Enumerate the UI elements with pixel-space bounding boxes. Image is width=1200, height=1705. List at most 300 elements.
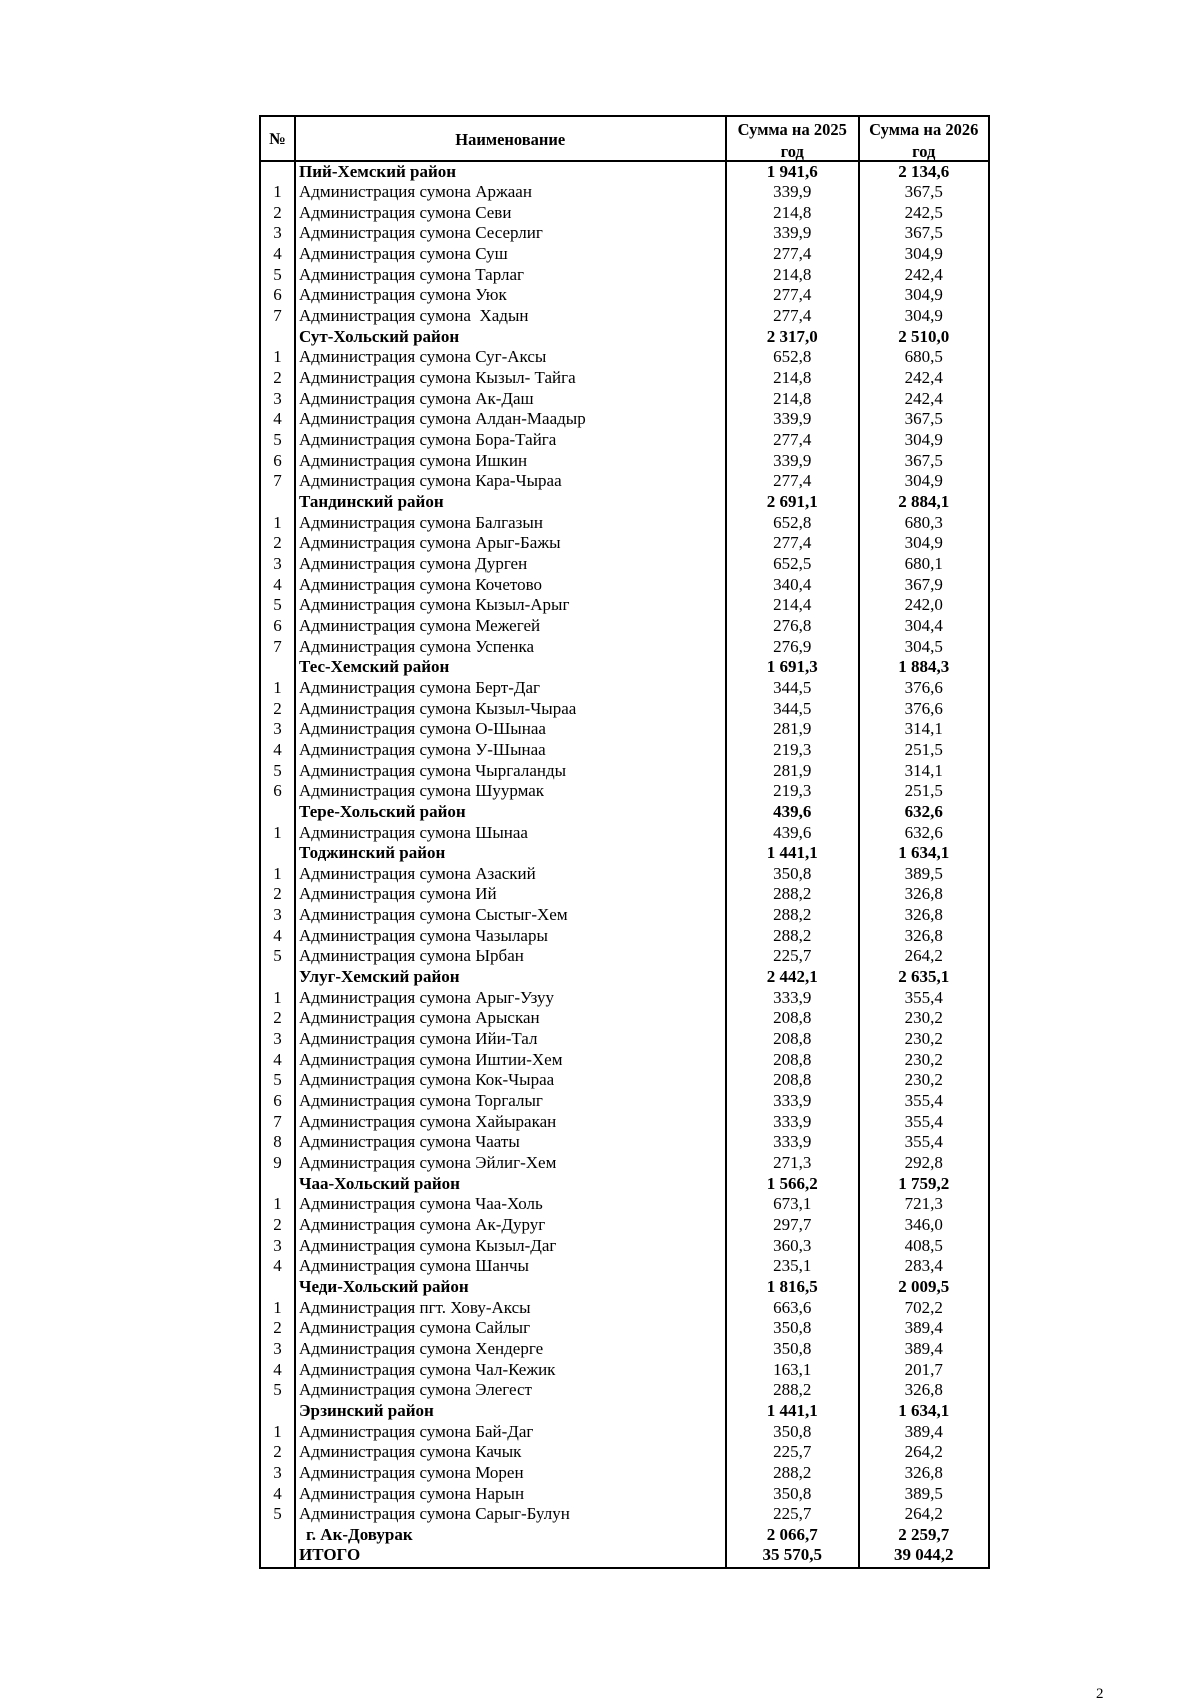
sum-2026: 304,9 <box>904 285 943 305</box>
sum-2026: 230,2 <box>904 1049 943 1069</box>
sum-2025: 214,8 <box>773 264 812 284</box>
sum-2026: 314,1 <box>904 760 943 780</box>
settlement-row <box>261 1194 988 1215</box>
sum-2025: 276,9 <box>773 636 812 656</box>
sum-2026: 680,3 <box>904 512 943 532</box>
sum-2026: 680,1 <box>904 553 943 573</box>
settlement-row <box>261 761 988 782</box>
row-number: 3 <box>273 388 282 408</box>
settlement-row <box>261 244 988 265</box>
settlement-row <box>261 864 988 885</box>
district-total-2025: 1 816,5 <box>766 1276 818 1296</box>
settlement-name: Администрация сумона Кызыл-Даг <box>299 1235 557 1255</box>
settlement-name: Администрация сумона Арыг-Бажы <box>299 533 561 553</box>
district-total-2026: 2 510,0 <box>898 326 950 346</box>
sum-2025: 673,1 <box>773 1194 812 1214</box>
settlement-name: Администрация сумона Чал-Кежик <box>299 1359 556 1379</box>
sum-2026: 721,3 <box>904 1194 943 1214</box>
header-sum-2025-line1: Сумма на 2025 <box>737 120 847 139</box>
sum-2026: 242,0 <box>904 595 943 615</box>
sum-2025: 333,9 <box>773 1132 812 1152</box>
sum-2025: 277,4 <box>773 244 812 264</box>
settlement-name: Администрация сумона Шынаа <box>299 822 528 842</box>
table-body <box>261 162 988 1567</box>
settlement-name: Администрация сумона Иштии-Хем <box>299 1049 563 1069</box>
settlement-row <box>261 1215 988 1236</box>
row-number: 7 <box>273 471 282 491</box>
district-total-2025: 1 566,2 <box>766 1173 818 1193</box>
row-number: 1 <box>273 512 282 532</box>
row-number: 6 <box>273 615 282 635</box>
settlement-row <box>261 740 988 761</box>
row-number: 1 <box>273 347 282 367</box>
settlement-name: Администрация сумона Сарыг-Булун <box>299 1504 570 1524</box>
sum-2025: 333,9 <box>773 1091 812 1111</box>
city-name: г. Ак-Довурак <box>306 1524 413 1544</box>
settlement-name: Администрация сумона Сесерлиг <box>299 223 543 243</box>
settlement-name: Администрация сумона У-Шынаа <box>299 739 546 759</box>
settlement-name: Администрация сумона Бай-Даг <box>299 1421 534 1441</box>
budget-allocation-table <box>259 115 990 1569</box>
settlement-name: Администрация сумона Успенка <box>299 636 535 656</box>
sum-2026: 355,4 <box>904 987 943 1007</box>
sum-2025: 350,8 <box>773 1421 812 1441</box>
row-number: 4 <box>273 409 282 429</box>
row-number: 2 <box>273 884 282 904</box>
row-number: 9 <box>273 1153 282 1172</box>
district-total-2025: 2 442,1 <box>766 967 818 987</box>
district-name: Пий-Хемский район <box>299 161 457 181</box>
district-row <box>261 1401 988 1422</box>
district-name: Сут-Хольский район <box>299 326 460 346</box>
district-total-2026: 2 009,5 <box>898 1276 950 1296</box>
sum-2025: 340,4 <box>773 574 812 594</box>
settlement-row <box>261 905 988 926</box>
sum-2025: 225,7 <box>773 1442 812 1462</box>
settlement-row <box>261 1050 988 1071</box>
row-number: 1 <box>273 1194 282 1214</box>
settlement-name: Администрация сумона Сыстыг-Хем <box>299 905 568 925</box>
row-number: 3 <box>273 1338 282 1358</box>
sum-2025: 277,4 <box>773 430 812 450</box>
settlement-name: Администрация сумона Ийи-Тал <box>299 1029 538 1049</box>
sum-2025: 271,3 <box>773 1153 812 1172</box>
row-number: 4 <box>273 1256 282 1276</box>
sum-2026: 314,1 <box>904 719 943 739</box>
sum-2025: 663,6 <box>773 1297 812 1317</box>
settlement-name: Администрация сумона Хендерге <box>299 1338 544 1358</box>
sum-2026: 304,9 <box>904 471 943 491</box>
settlement-row <box>261 1360 988 1381</box>
sum-2026: 201,7 <box>904 1359 943 1379</box>
district-row <box>261 492 988 513</box>
sum-2025: 350,8 <box>773 1338 812 1358</box>
settlement-name: Администрация сумона Элегест <box>299 1380 532 1400</box>
row-number: 1 <box>273 987 282 1007</box>
sum-2026: 242,5 <box>904 202 943 222</box>
settlement-row <box>261 451 988 472</box>
sum-2026: 389,5 <box>904 863 943 883</box>
settlement-row <box>261 1153 988 1174</box>
row-number: 5 <box>273 1070 282 1090</box>
sum-2026: 251,5 <box>904 781 943 801</box>
row-number: 2 <box>273 698 282 718</box>
sum-2026: 389,4 <box>904 1338 943 1358</box>
settlement-name: Администрация сумона Сайлыг <box>299 1318 531 1338</box>
settlement-row <box>261 471 988 492</box>
sum-2025: 288,2 <box>773 925 812 945</box>
settlement-row <box>261 513 988 534</box>
district-total-2026: 1 759,2 <box>898 1173 950 1193</box>
sum-2026: 326,8 <box>904 1462 943 1482</box>
settlement-row <box>261 926 988 947</box>
row-number: 4 <box>273 1483 282 1503</box>
row-number: 1 <box>273 863 282 883</box>
settlement-row <box>261 265 988 286</box>
settlement-name: Администрация сумона Балгазын <box>299 512 543 532</box>
row-number: 5 <box>273 1504 282 1524</box>
settlement-row <box>261 637 988 658</box>
sum-2026: 367,9 <box>904 574 943 594</box>
settlement-row <box>261 1380 988 1401</box>
sum-2025: 225,7 <box>773 1504 812 1524</box>
settlement-row <box>261 719 988 740</box>
sum-2026: 346,0 <box>904 1214 943 1234</box>
settlement-row <box>261 347 988 368</box>
sum-2025: 288,2 <box>773 1380 812 1400</box>
header-sum-2026-line2: год <box>912 142 936 161</box>
settlement-name: Администрация сумона Ишкин <box>299 450 528 470</box>
district-row <box>261 802 988 823</box>
settlement-row <box>261 223 988 244</box>
sum-2026: 304,9 <box>904 306 943 326</box>
sum-2025: 208,8 <box>773 1029 812 1049</box>
sum-2026: 408,5 <box>904 1235 943 1255</box>
district-total-2025: 2 691,1 <box>766 492 818 511</box>
district-name: Эрзинский район <box>299 1400 434 1420</box>
page-number: 2 <box>1096 1686 1104 1702</box>
settlement-row <box>261 781 988 802</box>
row-number: 5 <box>273 264 282 284</box>
settlement-name: Администрация сумона Ак-Дуруг <box>299 1214 546 1234</box>
sum-2026: 376,6 <box>904 698 943 718</box>
settlement-name: Администрация сумона Аржаан <box>299 182 532 202</box>
settlement-row <box>261 1318 988 1339</box>
settlement-row <box>261 533 988 554</box>
sum-2025: 277,4 <box>773 471 812 491</box>
sum-2025: 652,5 <box>773 553 812 573</box>
settlement-row <box>261 595 988 616</box>
settlement-name: Администрация сумона Чааты <box>299 1132 520 1152</box>
district-total-2026: 2 635,1 <box>898 967 950 987</box>
settlement-name: Администрация сумона Торгалыг <box>299 1091 543 1111</box>
settlement-name: Администрация сумона Чаа-Холь <box>299 1194 543 1214</box>
settlement-name: Администрация сумона Кызыл-Арыг <box>299 595 570 615</box>
settlement-name: Администрация сумона Тарлаг <box>299 264 525 284</box>
sum-2026: 230,2 <box>904 1029 943 1049</box>
sum-2026: 376,6 <box>904 677 943 697</box>
settlement-name: Администрация сумона Нарын <box>299 1483 525 1503</box>
row-number: 3 <box>273 223 282 243</box>
district-row <box>261 1174 988 1195</box>
settlement-name: Администрация сумона Кочетово <box>299 574 542 594</box>
district-total-2025: 1 441,1 <box>766 1400 818 1420</box>
sum-2025: 333,9 <box>773 1111 812 1131</box>
settlement-row <box>261 409 988 430</box>
district-total-2026: 2 884,1 <box>898 492 950 511</box>
sum-2025: 208,8 <box>773 1049 812 1069</box>
district-total-2025: 1 691,3 <box>766 657 818 677</box>
sum-2026: 304,9 <box>904 430 943 450</box>
settlement-row <box>261 699 988 720</box>
settlement-name: Администрация сумона Эйлиг-Хем <box>299 1153 557 1172</box>
sum-2026: 304,4 <box>904 615 943 635</box>
header-sum-2025-line2: год <box>780 142 804 161</box>
settlement-name: Администрация сумона Арыскан <box>299 1008 540 1028</box>
row-number: 4 <box>273 244 282 264</box>
sum-2025: 339,9 <box>773 182 812 202</box>
row-number: 4 <box>273 925 282 945</box>
district-total-2026: 2 134,6 <box>898 161 950 181</box>
settlement-name: Администрация сумона Чазылары <box>299 925 548 945</box>
row-number: 5 <box>273 760 282 780</box>
row-number: 4 <box>273 1049 282 1069</box>
sum-2026: 389,4 <box>904 1318 943 1338</box>
settlement-row <box>261 306 988 327</box>
settlement-name: Администрация сумона Алдан-Маадыр <box>299 409 586 429</box>
district-total-2025: 439,6 <box>773 801 812 821</box>
row-number: 3 <box>273 719 282 739</box>
district-total-2026: 1 634,1 <box>898 1400 950 1420</box>
row-number: 5 <box>273 595 282 615</box>
sum-2025: 350,8 <box>773 1318 812 1338</box>
settlement-row <box>261 1112 988 1133</box>
district-name: Тоджинский район <box>299 843 446 863</box>
settlement-name: Администрация сумона Берт-Даг <box>299 677 541 697</box>
settlement-row <box>261 1463 988 1484</box>
sum-2026: 367,5 <box>904 223 943 243</box>
sum-2025: 235,1 <box>773 1256 812 1276</box>
settlement-name: Администрация сумона Хадын <box>299 306 529 326</box>
settlement-row <box>261 1132 988 1153</box>
district-name: Тес-Хемский район <box>299 657 450 677</box>
row-number: 3 <box>273 1235 282 1255</box>
district-row <box>261 657 988 678</box>
sum-2025: 297,7 <box>773 1214 812 1234</box>
sum-2026: 242,4 <box>904 368 943 388</box>
row-number: 5 <box>273 430 282 450</box>
sum-2025: 350,8 <box>773 863 812 883</box>
settlement-name: Администрация сумона Кызыл- Тайга <box>299 368 576 388</box>
row-number: 1 <box>273 677 282 697</box>
sum-2025: 344,5 <box>773 677 812 697</box>
settlement-name: Администрация сумона Межегей <box>299 615 541 635</box>
row-number: 6 <box>273 285 282 305</box>
header-sum-2026 <box>860 117 989 160</box>
sum-2026: 632,6 <box>904 822 943 842</box>
sum-2026: 367,5 <box>904 409 943 429</box>
sum-2025: 288,2 <box>773 905 812 925</box>
row-number: 1 <box>273 822 282 842</box>
settlement-name: Администрация сумона Суш <box>299 244 508 264</box>
sum-2025: 288,2 <box>773 1462 812 1482</box>
settlement-name: Администрация сумона Ак-Даш <box>299 388 534 408</box>
sum-2025: 163,1 <box>773 1359 812 1379</box>
district-name: Улуг-Хемский район <box>299 967 460 987</box>
total-label: ИТОГО <box>299 1545 361 1565</box>
row-number: 7 <box>273 1111 282 1131</box>
settlement-row <box>261 203 988 224</box>
sum-2026: 251,5 <box>904 739 943 759</box>
total-sum-2026: 39 044,2 <box>894 1545 954 1565</box>
sum-2026: 326,8 <box>904 1380 943 1400</box>
district-row <box>261 162 988 183</box>
sum-2026: 264,2 <box>904 1504 943 1524</box>
sum-2026: 230,2 <box>904 1008 943 1028</box>
settlement-row <box>261 368 988 389</box>
settlement-name: Администрация сумона Бора-Тайга <box>299 430 557 450</box>
sum-2026: 367,5 <box>904 450 943 470</box>
sum-2026: 702,2 <box>904 1297 943 1317</box>
settlement-name: Администрация сумона Ий <box>299 884 497 904</box>
city-row <box>261 1525 988 1546</box>
sum-2026: 389,5 <box>904 1483 943 1503</box>
row-number: 2 <box>273 1442 282 1462</box>
district-total-2025: 1 441,1 <box>766 843 818 863</box>
row-number: 8 <box>273 1132 282 1152</box>
settlement-row <box>261 182 988 203</box>
settlement-name: Администрация сумона Шуурмак <box>299 781 545 801</box>
district-name: Тандинский район <box>299 492 444 511</box>
settlement-name: Администрация сумона Чыргаланды <box>299 760 567 780</box>
sum-2026: 326,8 <box>904 884 943 904</box>
sum-2026: 264,2 <box>904 1442 943 1462</box>
row-number: 1 <box>273 1421 282 1441</box>
settlement-name: Администрация сумона Суг-Аксы <box>299 347 547 367</box>
settlement-name: Администрация сумона Морен <box>299 1462 524 1482</box>
sum-2025: 277,4 <box>773 533 812 553</box>
settlement-name: Администрация сумона Хайыракан <box>299 1111 557 1131</box>
city-sum-2025: 2 066,7 <box>766 1524 818 1544</box>
sum-2026: 304,9 <box>904 244 943 264</box>
settlement-name: Администрация сумона О-Шынаа <box>299 719 546 739</box>
row-number: 6 <box>273 781 282 801</box>
settlement-row <box>261 1091 988 1112</box>
sum-2025: 277,4 <box>773 306 812 326</box>
settlement-row <box>261 430 988 451</box>
sum-2026: 292,8 <box>904 1153 943 1172</box>
sum-2026: 680,5 <box>904 347 943 367</box>
settlement-row <box>261 884 988 905</box>
total-sum-2025: 35 570,5 <box>762 1545 822 1565</box>
settlement-row <box>261 1236 988 1257</box>
sum-2025: 225,7 <box>773 946 812 966</box>
sum-2025: 276,8 <box>773 615 812 635</box>
row-number: 3 <box>273 553 282 573</box>
row-number: 6 <box>273 1091 282 1111</box>
row-number: 4 <box>273 739 282 759</box>
settlement-name: Администрация сумона Кок-Чыраа <box>299 1070 555 1090</box>
row-number: 3 <box>273 1029 282 1049</box>
city-sum-2026: 2 259,7 <box>898 1524 950 1544</box>
settlement-name: Администрация сумона Уюк <box>299 285 507 305</box>
sum-2026: 389,4 <box>904 1421 943 1441</box>
sum-2026: 355,4 <box>904 1091 943 1111</box>
sum-2025: 439,6 <box>773 822 812 842</box>
settlement-row <box>261 1070 988 1091</box>
settlement-row <box>261 988 988 1009</box>
sum-2025: 281,9 <box>773 760 812 780</box>
district-name: Тере-Хольский район <box>299 801 466 821</box>
district-name: Чаа-Хольский район <box>299 1173 460 1193</box>
sum-2026: 264,2 <box>904 946 943 966</box>
settlement-row <box>261 1422 988 1443</box>
district-row <box>261 327 988 348</box>
row-number: 5 <box>273 1380 282 1400</box>
row-number: 1 <box>273 182 282 202</box>
settlement-name: Администрация сумона Кара-Чыраа <box>299 471 562 491</box>
sum-2025: 277,4 <box>773 285 812 305</box>
row-number: 2 <box>273 1318 282 1338</box>
sum-2025: 339,9 <box>773 450 812 470</box>
sum-2025: 652,8 <box>773 512 812 532</box>
sum-2025: 208,8 <box>773 1008 812 1028</box>
district-total-2026: 632,6 <box>904 801 943 821</box>
sum-2025: 339,9 <box>773 409 812 429</box>
total-row <box>261 1545 988 1566</box>
settlement-row <box>261 1029 988 1050</box>
header-sum-2026-line1: Сумма на 2026 <box>869 120 979 139</box>
row-number: 2 <box>273 1008 282 1028</box>
sum-2025: 214,4 <box>773 595 812 615</box>
settlement-name: Администрация сумона Шанчы <box>299 1256 529 1276</box>
district-row <box>261 967 988 988</box>
row-number: 2 <box>273 368 282 388</box>
sum-2025: 339,9 <box>773 223 812 243</box>
sum-2026: 355,4 <box>904 1111 943 1131</box>
sum-2025: 208,8 <box>773 1070 812 1090</box>
sum-2025: 281,9 <box>773 719 812 739</box>
settlement-name: Администрация сумона Ырбан <box>299 946 524 966</box>
district-row <box>261 1277 988 1298</box>
settlement-row <box>261 823 988 844</box>
settlement-row <box>261 575 988 596</box>
row-number: 1 <box>273 1297 282 1317</box>
sum-2025: 652,8 <box>773 347 812 367</box>
settlement-row <box>261 946 988 967</box>
row-number: 3 <box>273 1462 282 1482</box>
row-number: 4 <box>273 574 282 594</box>
settlement-row <box>261 1256 988 1277</box>
settlement-row <box>261 1484 988 1505</box>
sum-2025: 214,8 <box>773 202 812 222</box>
sum-2026: 304,9 <box>904 533 943 553</box>
settlement-name: Администрация пгт. Хову-Аксы <box>299 1297 531 1317</box>
row-number: 2 <box>273 533 282 553</box>
sum-2026: 304,5 <box>904 636 943 656</box>
district-total-2026: 1 884,3 <box>898 657 950 677</box>
settlement-row <box>261 1442 988 1463</box>
row-number: 6 <box>273 450 282 470</box>
sum-2026: 367,5 <box>904 182 943 202</box>
sum-2026: 355,4 <box>904 1132 943 1152</box>
sum-2025: 214,8 <box>773 368 812 388</box>
sum-2025: 344,5 <box>773 698 812 718</box>
district-total-2025: 1 941,6 <box>766 161 818 181</box>
sum-2025: 288,2 <box>773 884 812 904</box>
sum-2026: 326,8 <box>904 905 943 925</box>
row-number: 7 <box>273 636 282 656</box>
